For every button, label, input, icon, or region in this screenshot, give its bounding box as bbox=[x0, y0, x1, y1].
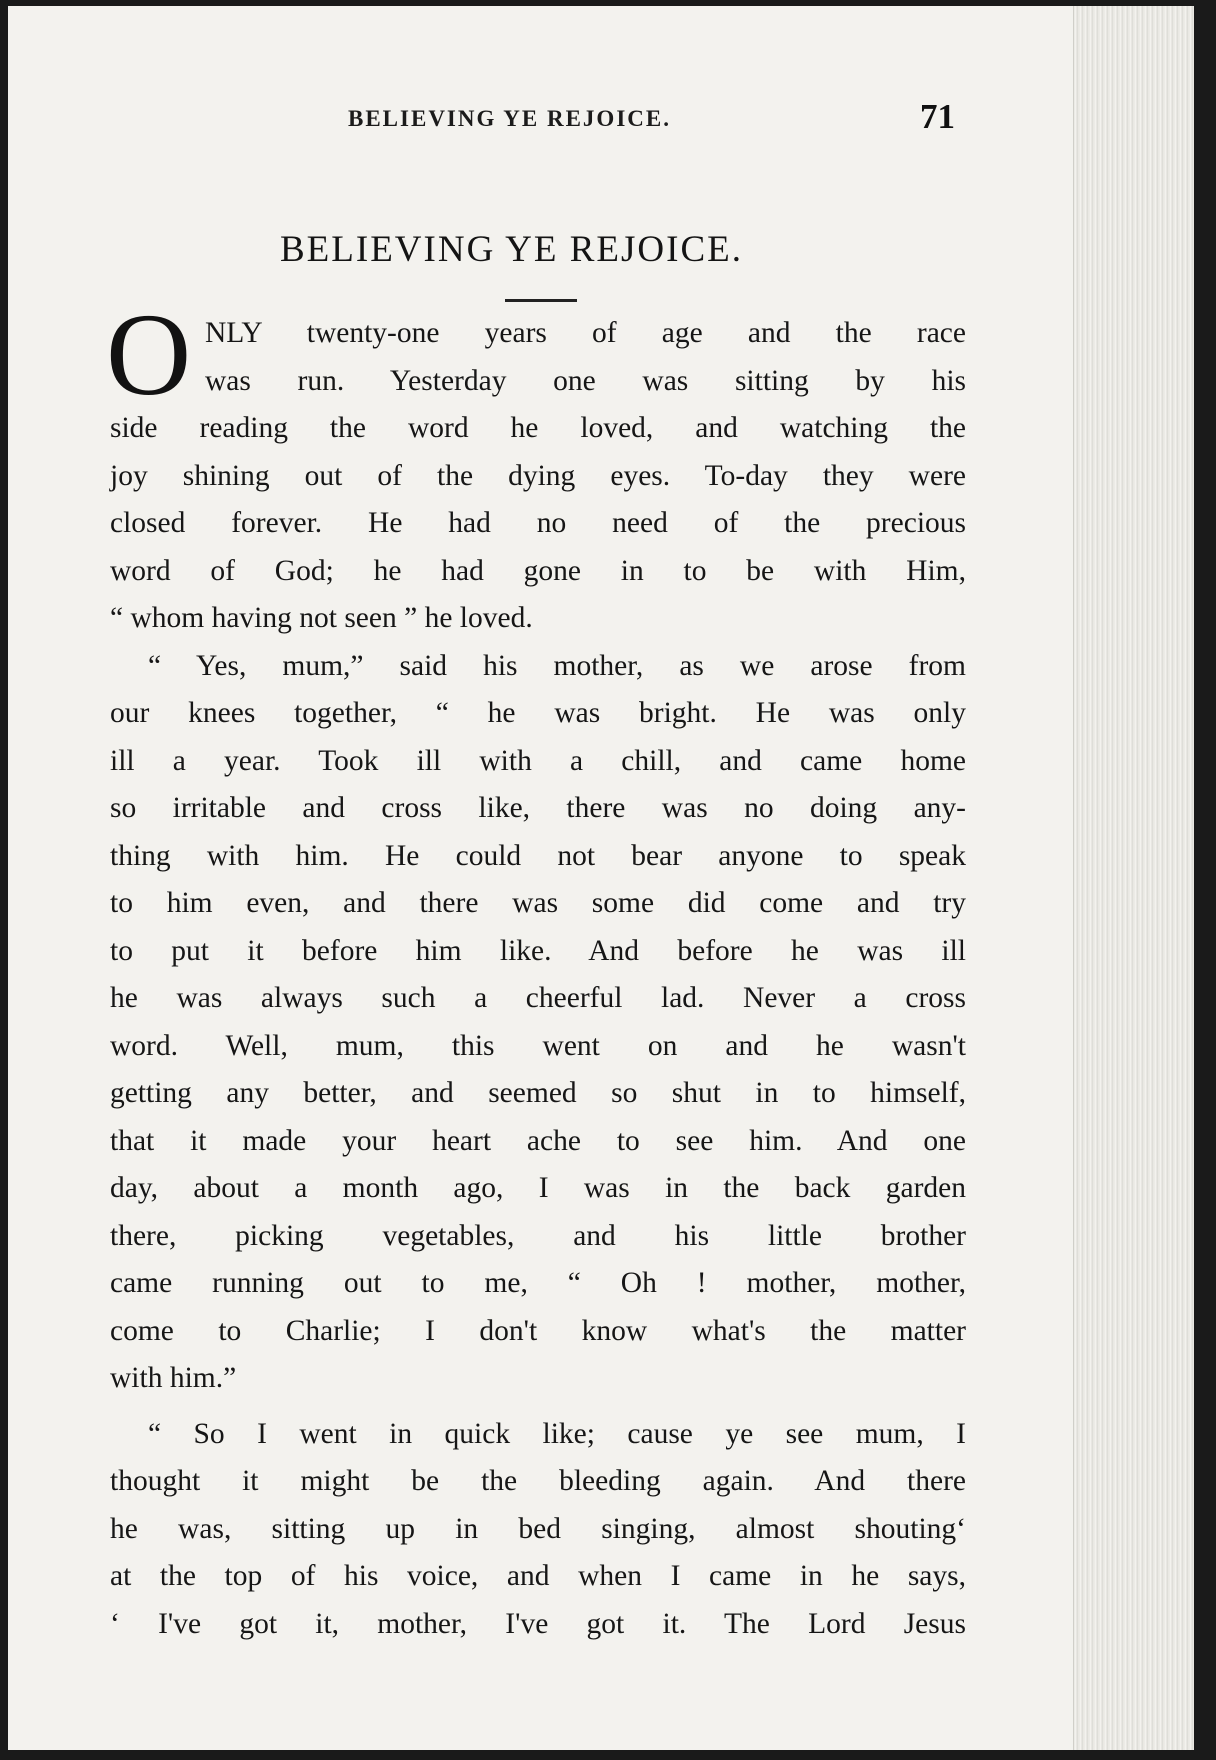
text-line: side reading the word he loved, and watching the bbox=[110, 412, 966, 444]
text-line: that it made your heart ache to see him. And one bbox=[110, 1124, 966, 1157]
text-line: he was always such a cheerful lad. Never a cross bbox=[110, 982, 966, 1014]
text-line: thing with him. He could not bear anyone to speak bbox=[110, 839, 966, 872]
text-line: word of God; he had gone in to be with Him, bbox=[110, 554, 966, 587]
text-line: he was, sitting up in bed singing, almost shouting‘ bbox=[110, 1512, 966, 1545]
text-line: to put it before him like. And before he was ill bbox=[110, 934, 966, 967]
text-line: getting any better, and seemed so shut in to himself, bbox=[110, 1077, 966, 1109]
text-line: ill a year. Took ill with a chill, and came home bbox=[110, 744, 966, 777]
page-number: 71 bbox=[920, 97, 955, 136]
chapter-title: BELIEVING YE REJOICE. bbox=[280, 229, 743, 270]
text-line: was run. Yesterday one was sitting by his bbox=[205, 364, 966, 397]
text-line: there, picking vegetables, and his little brother bbox=[110, 1219, 966, 1252]
book-page bbox=[8, 6, 1194, 1750]
text-line: “ So I went in quick like; cause ye see mum, I bbox=[148, 1417, 966, 1450]
text-line: NLY twenty-one years of age and the race bbox=[205, 317, 966, 349]
text-line: “ whom having not seen ” he loved. bbox=[110, 602, 533, 634]
text-line: word. Well, mum, this went on and he wasn't bbox=[110, 1029, 966, 1062]
drop-cap: O bbox=[106, 289, 192, 420]
text-line: joy shining out of the dying eyes. To-day they were bbox=[110, 459, 966, 492]
text-line: so irritable and cross like, there was no doing any- bbox=[110, 792, 966, 824]
title-rule bbox=[505, 299, 577, 302]
text-line: day, about a month ago, I was in the back garden bbox=[110, 1172, 966, 1204]
page-edges bbox=[1073, 6, 1194, 1750]
text-line: come to Charlie; I don't know what's the matter bbox=[110, 1314, 966, 1347]
body-text bbox=[110, 310, 966, 1648]
running-head: BELIEVING YE REJOICE. bbox=[348, 106, 671, 131]
text-line: at the top of his voice, and when I came in he says, bbox=[110, 1560, 966, 1592]
text-line: our knees together, “ he was bright. He was only bbox=[110, 697, 966, 729]
text-line: “ Yes, mum,” said his mother, as we arose from bbox=[148, 649, 966, 682]
text-line: came running out to me, “ Oh ! mother, mother, bbox=[110, 1267, 966, 1299]
text-line: thought it might be the bleeding again. And there bbox=[110, 1465, 966, 1497]
text-line: closed forever. He had no need of the precious bbox=[110, 507, 966, 539]
text-line: to him even, and there was some did come and try bbox=[110, 887, 966, 919]
text-line: with him.” bbox=[110, 1362, 237, 1394]
text-line: ‘ I've got it, mother, I've got it. The Lord Jesus bbox=[110, 1607, 966, 1640]
